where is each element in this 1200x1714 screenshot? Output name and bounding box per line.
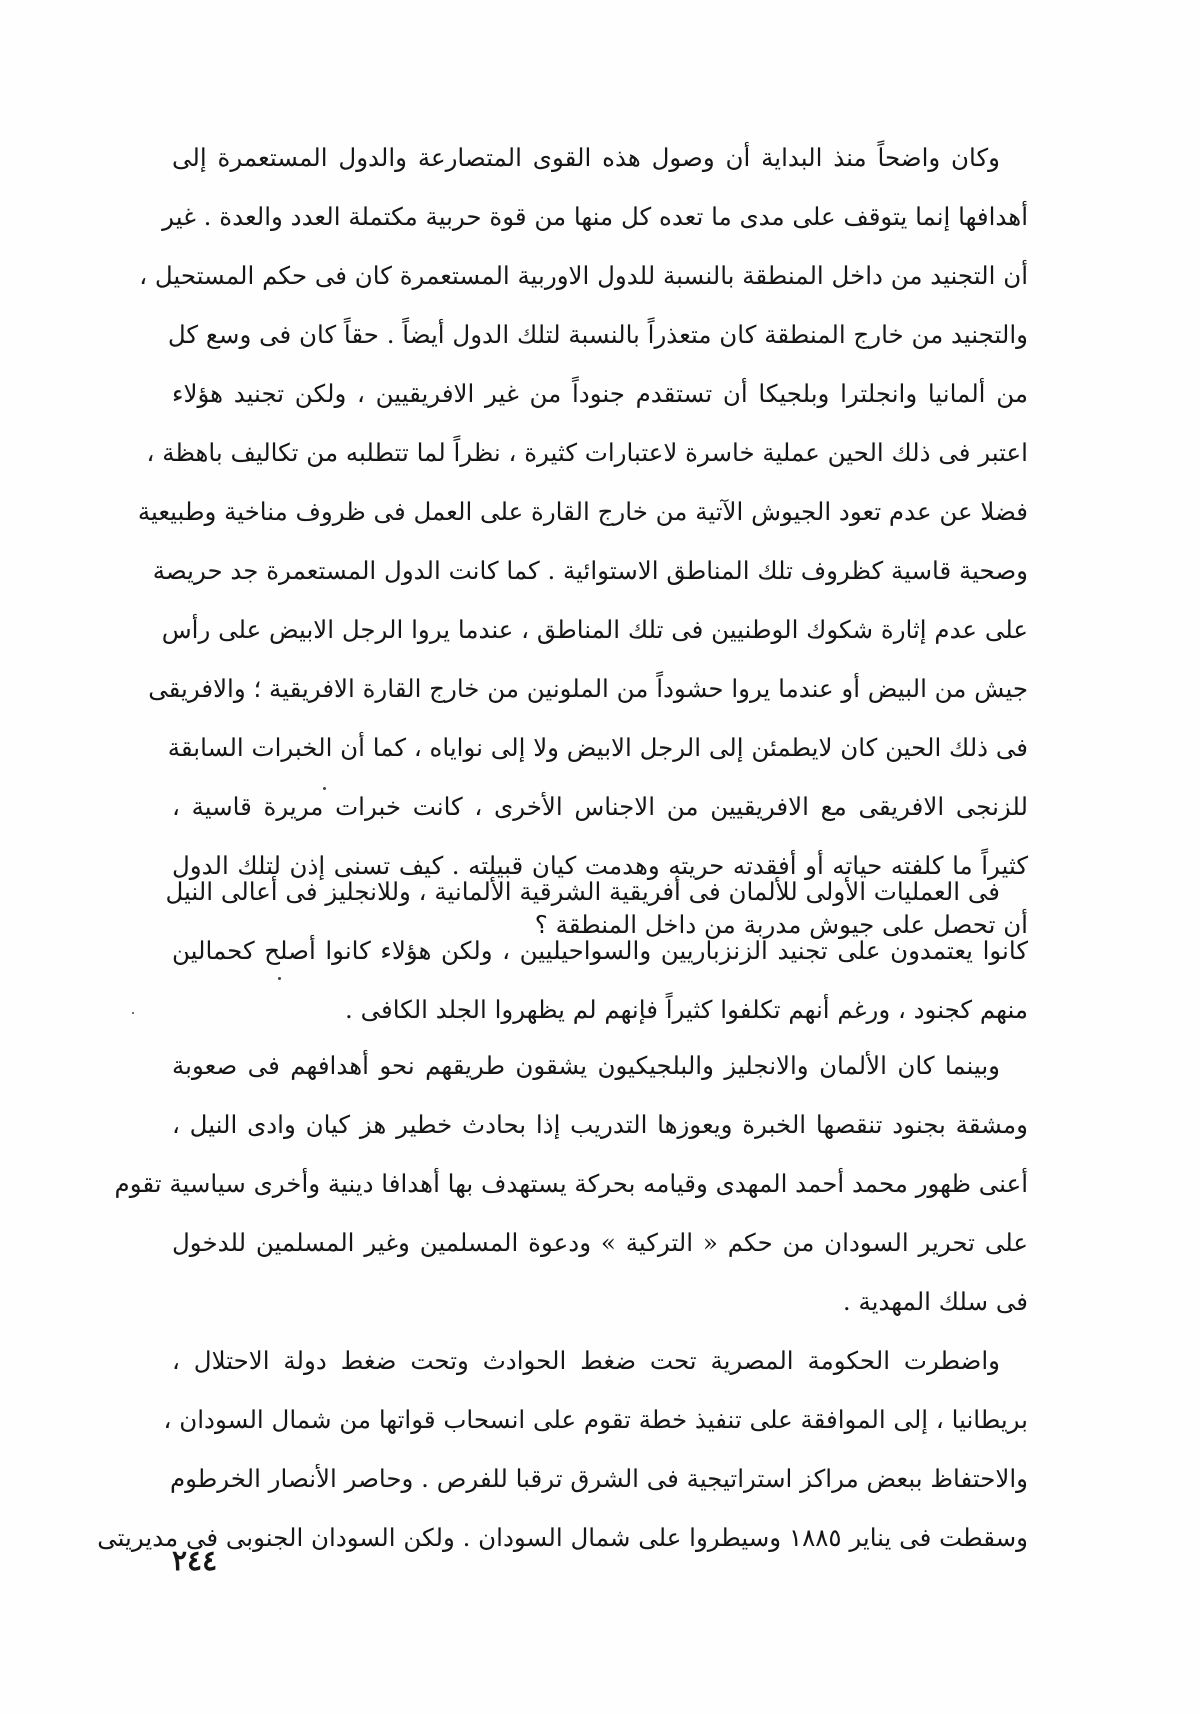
text-line: ومشقة بجنود تنقصها الخبرة ويعوزها التدريب إذا بحادث خطير هز كيان وادى النيل ، bbox=[172, 1110, 1028, 1139]
text-line: أن تحصل على جيوش مدربة من داخل المنطقة ؟ bbox=[534, 910, 1028, 939]
paragraph-3 bbox=[114, 1036, 1028, 1331]
text-line: على تحرير السودان من حكم « التركية » ودعوة المسلمين وغير المسلمين للدخول bbox=[172, 1228, 1028, 1257]
text-line: أعنى ظهور محمد أحمد المهدى وقيامه بحركة يستهدف بها أهدافا دينية وأخرى سياسية تقوم bbox=[114, 1169, 1028, 1198]
text-line: أهدافها إنما يتوقف على مدى ما تعده كل منها من قوة حربية مكتملة العدد والعدة . غير bbox=[162, 202, 1028, 231]
text-line: وصحية قاسية كظروف تلك المناطق الاستوائية . كما كانت الدول المستعمرة جد حريصة bbox=[152, 556, 1028, 585]
scan-speck bbox=[132, 1012, 134, 1014]
scan-speck bbox=[323, 787, 326, 790]
text-line: وبينما كان الألمان والانجليز والبلجيكيون يشقون طريقهم نحو أهدافهم فى صعوبة bbox=[172, 1051, 1000, 1080]
text-line: والاحتفاظ ببعض مراكز استراتيجية فى الشرق ترقبا للفرص . وحاصر الأنصار الخرطوم bbox=[169, 1464, 1028, 1493]
scan-speck bbox=[278, 977, 281, 980]
paragraph-2 bbox=[165, 862, 1028, 1039]
text-line: فضلا عن عدم تعود الجيوش الآتية من خارج القارة على العمل فى ظروف مناخية وطبيعية bbox=[137, 497, 1028, 526]
text-line: فى سلك المهدية . bbox=[842, 1287, 1028, 1316]
paragraph-4 bbox=[97, 1331, 1028, 1567]
paragraph-1 bbox=[137, 128, 1028, 954]
text-line: بريطانيا ، إلى الموافقة على تنفيذ خطة تقوم على انسحاب قواتها من شمال السودان ، bbox=[163, 1405, 1028, 1434]
text-line: كثيراً ما كلفته حياته أو أفقدته حريته وهدمت كيان قبيلته . كيف تسنى إذن لتلك الدول bbox=[172, 851, 1028, 880]
text-line: وسقطت فى يناير ١٨٨٥ وسيطروا على شمال السودان . ولكن السودان الجنوبى فى مديريتى bbox=[97, 1523, 1028, 1552]
text-line: فى ذلك الحين كان لايطمئن إلى الرجل الابيض ولا إلى نواياه ، كما أن الخبرات السابقة bbox=[167, 733, 1028, 762]
text-line: للزنجى الافريقى مع الافريقيين من الاجناس الأخرى ، كانت خبرات مريرة قاسية ، bbox=[172, 792, 1028, 821]
text-line: أن التجنيد من داخل المنطقة بالنسبة للدول الاوربية المستعمرة كان فى حكم المستحيل ، bbox=[139, 261, 1028, 290]
text-line: واضطرت الحكومة المصرية تحت ضغط الحوادث وتحت ضغط دولة الاحتلال ، bbox=[172, 1346, 1000, 1375]
text-line: والتجنيد من خارج المنطقة كان متعذراً بالنسبة لتلك الدول أيضاً . حقاً كان فى وسع كل bbox=[167, 320, 1028, 349]
text-line: جيش من البيض أو عندما يروا حشوداً من الملونين من خارج القارة الافريقية ؛ والافريقى bbox=[148, 674, 1028, 703]
text-line: على عدم إثارة شكوك الوطنيين فى تلك المناطق ، عندما يروا الرجل الابيض على رأس bbox=[161, 615, 1028, 644]
text-line: اعتبر فى ذلك الحين عملية خاسرة لاعتبارات كثيرة ، نظراً لما تتطلبه من تكاليف باهظة ، bbox=[146, 438, 1028, 467]
text-line: فى العمليات الأولى للألمان فى أفريقية الشرقية الألمانية ، وللانجليز فى أعالى النيل bbox=[165, 877, 1000, 906]
text-line: وكان واضحاً منذ البداية أن وصول هذه القوى المتصارعة والدول المستعمرة إلى bbox=[172, 143, 1000, 172]
page-number: ٢٤٤ bbox=[172, 1544, 218, 1577]
text-line: كانوا يعتمدون على تجنيد الزنزباريين والسواحيليين ، ولكن هؤلاء كانوا أصلح كحمالين bbox=[172, 936, 1028, 965]
text-line: منهم كجنود ، ورغم أنهم تكلفوا كثيراً فإنهم لم يظهروا الجلد الكافى . bbox=[345, 995, 1028, 1024]
text-line: من ألمانيا وانجلترا وبلجيكا أن تستقدم جنوداً من غير الافريقيين ، ولكن تجنيد هؤلاء bbox=[172, 379, 1028, 408]
